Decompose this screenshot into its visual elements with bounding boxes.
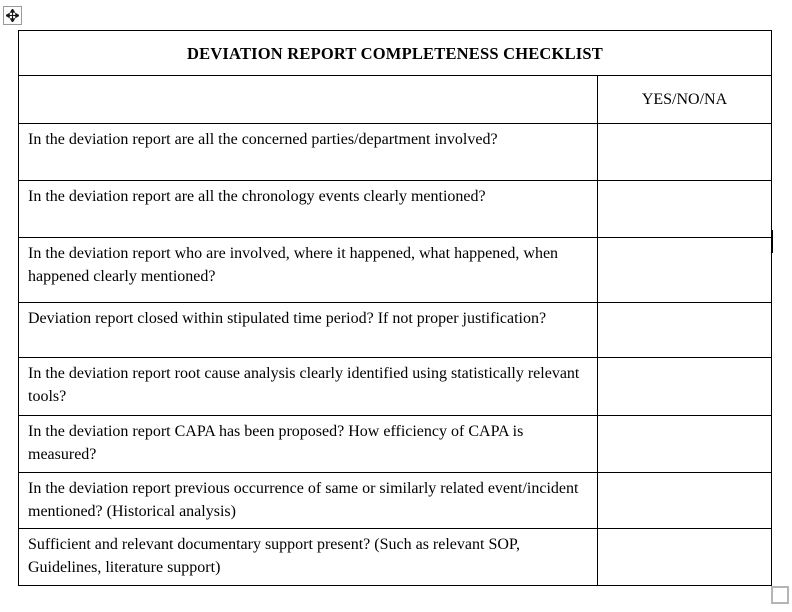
table-row — [19, 416, 772, 473]
table-row — [19, 358, 772, 416]
answer-cell[interactable] — [598, 416, 772, 473]
table-row — [19, 76, 772, 124]
question-cell[interactable]: In the deviation report are all the concerned parties/department involved? — [19, 124, 598, 181]
question-header-cell[interactable] — [19, 76, 598, 124]
table-resize-handle[interactable] — [771, 586, 789, 604]
answer-cell[interactable] — [598, 358, 772, 416]
text-cursor — [771, 230, 773, 253]
deviation-checklist-table — [18, 30, 772, 586]
move-cross-icon — [6, 9, 19, 22]
table-row — [19, 473, 772, 529]
answer-cell[interactable] — [598, 529, 772, 586]
question-cell[interactable]: Deviation report closed within stipulated time period? If not proper justification? — [19, 303, 598, 358]
answer-cell[interactable] — [598, 124, 772, 181]
table-row — [19, 238, 772, 303]
answer-cell[interactable] — [598, 181, 772, 238]
table-row — [19, 529, 772, 586]
question-cell[interactable]: Sufficient and relevant documentary support present? (Such as relevant SOP, Guidelines, literature support) — [19, 529, 598, 586]
question-cell[interactable]: In the deviation report who are involved, where it happened, what happened, when happened clearly mentioned? — [19, 238, 598, 303]
question-cell[interactable]: In the deviation report root cause analysis clearly identified using statistically relevant tools? — [19, 358, 598, 416]
table-move-handle[interactable] — [3, 6, 22, 25]
answer-cell[interactable] — [598, 303, 772, 358]
question-cell[interactable]: In the deviation report are all the chronology events clearly mentioned? — [19, 181, 598, 238]
question-cell[interactable]: In the deviation report previous occurrence of same or similarly related event/incident mentioned? (Historical analysis) — [19, 473, 598, 529]
answer-header-cell[interactable]: YES/NO/NA — [598, 76, 772, 124]
question-cell[interactable]: In the deviation report CAPA has been proposed? How efficiency of CAPA is measured? — [19, 416, 598, 473]
answer-cell[interactable] — [598, 238, 772, 303]
answer-cell[interactable] — [598, 473, 772, 529]
table-row — [19, 124, 772, 181]
checklist-title[interactable]: DEVIATION REPORT COMPLETENESS CHECKLIST — [19, 31, 772, 76]
table-row — [19, 181, 772, 238]
table-row — [19, 303, 772, 358]
table-row — [19, 31, 772, 76]
